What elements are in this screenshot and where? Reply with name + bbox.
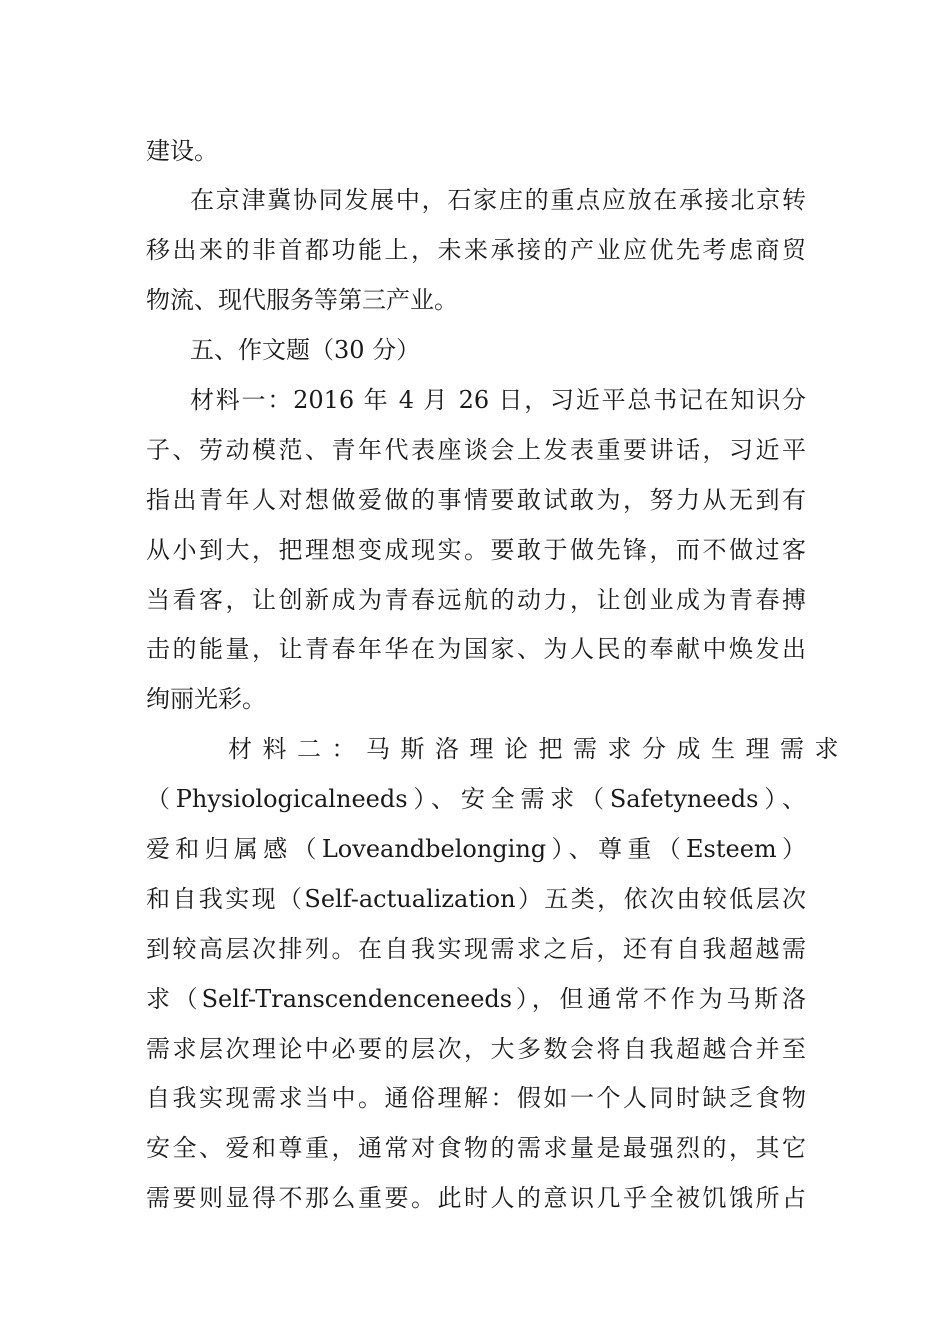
text-line: 绚丽光彩。: [146, 685, 266, 713]
text-line: 当看客，让创新成为青春远航的动力，让创业成为青春搏: [146, 586, 806, 614]
text-line: 击的能量，让青春年华在为国家、为人民的奉献中焕发出: [146, 635, 806, 663]
text-line: 建设。: [146, 137, 218, 165]
text-line: 材料二：马斯洛理论把需求分成生理需求: [228, 735, 849, 763]
text-line: 移出来的非首都功能上，未来承接的产业应优先考虑商贸: [146, 236, 806, 264]
text-line: 需要则显得不那么重要。此时人的意识几乎全被饥饿所占: [146, 1184, 806, 1212]
text-line: 物流、现代服务等第三产业。: [146, 286, 458, 314]
text-line: 材料一：2016 年 4 月 26 日，习近平总书记在知识分: [190, 386, 806, 414]
section-heading: 五、作文题（30 分）: [190, 336, 421, 364]
text-line: 自我实现需求当中。通俗理解：假如一个人同时缺乏食物: [146, 1084, 806, 1112]
text-line: 和自我实现（Self-actualization）五类，依次由较低层次: [146, 885, 806, 913]
text-line: 子、劳动模范、青年代表座谈会上发表重要讲话，习近平: [146, 436, 806, 464]
text-line: 安全、爱和尊重，通常对食物的需求量是最强烈的，其它: [146, 1134, 806, 1162]
text-line: 需求层次理论中必要的层次，大多数会将自我超越合并至: [146, 1035, 806, 1063]
text-line: 指出青年人对想做爱做的事情要敢试敢为，努力从无到有: [146, 486, 806, 514]
text-line: 爱和归属感（Loveandbelonging）、尊重（Esteem）: [146, 835, 806, 863]
text-line: 到较高层次排列。在自我实现需求之后，还有自我超越需: [146, 935, 806, 963]
text-line: 从小到大，把理想变成现实。要敢于做先锋，而不做过客: [146, 536, 806, 564]
text-line: 在京津冀协同发展中，石家庄的重点应放在承接北京转: [190, 186, 806, 214]
text-line: （Physiologicalneeds）、安全需求（Safetyneeds）、: [146, 785, 806, 813]
text-line: 求（Self-Transcendenceneeds），但通常不作为马斯洛: [146, 985, 806, 1013]
